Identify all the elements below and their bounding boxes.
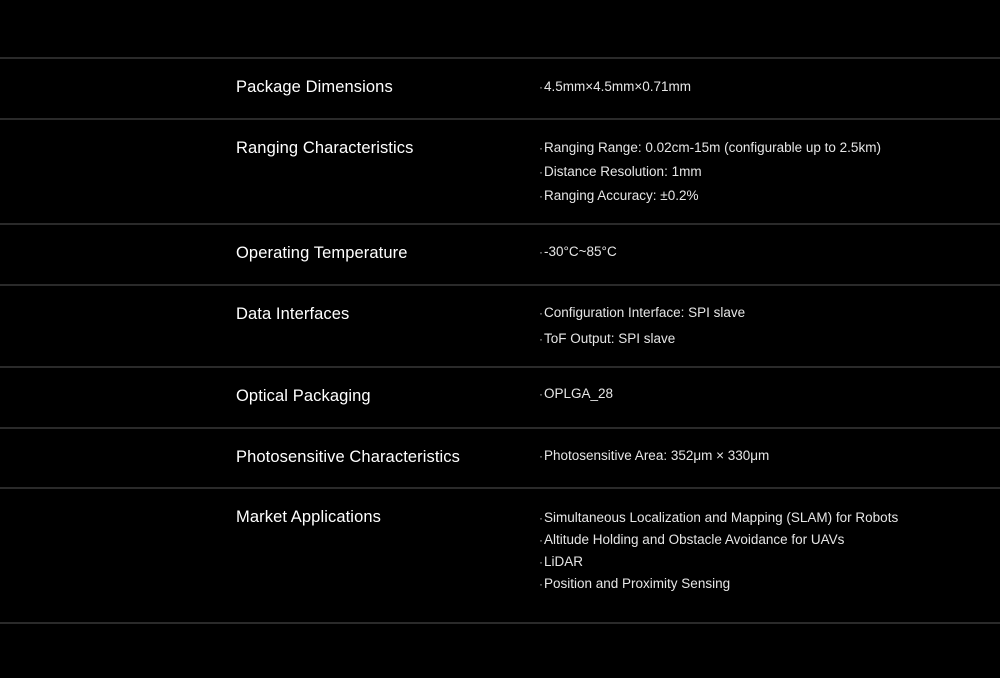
spec-value: ·Ranging Accuracy: ±0.2% <box>539 188 699 203</box>
bullet-icon: · <box>539 80 543 94</box>
spec-value-list <box>539 386 613 410</box>
spec-value: ·-30°C~85°C <box>539 244 617 259</box>
bullet-icon: · <box>539 511 543 525</box>
spec-value-list <box>539 79 691 103</box>
spec-value-list <box>539 448 769 472</box>
spec-value-list <box>539 305 745 355</box>
spec-value: ·4.5mm×4.5mm×0.71mm <box>539 79 692 94</box>
spec-value: ·Simultaneous Localization and Mapping (SLAM) for Robots <box>539 510 899 525</box>
bullet-icon: · <box>539 577 543 591</box>
spec-row-ranging-characteristics <box>0 118 1000 223</box>
spec-value: ·Distance Resolution: 1mm <box>539 164 702 179</box>
spec-label: Ranging Characteristics <box>236 139 414 157</box>
spec-value: ·LiDAR <box>539 554 584 569</box>
spec-value: ·Photosensitive Area: 352μm × 330μm <box>539 448 770 463</box>
spec-value: ·Configuration Interface: SPI slave <box>539 305 746 320</box>
spec-label: Package Dimensions <box>236 78 393 96</box>
spec-value: ·Position and Proximity Sensing <box>539 576 731 591</box>
spec-row-operating-temperature <box>0 223 1000 284</box>
bullet-icon: · <box>539 306 543 320</box>
spec-value-list <box>539 510 898 598</box>
bullet-icon: · <box>539 387 543 401</box>
spec-label: Operating Temperature <box>236 244 408 262</box>
spec-row-market-applications <box>0 487 1000 624</box>
spec-row-data-interfaces <box>0 284 1000 366</box>
spec-label: Optical Packaging <box>236 387 371 405</box>
spec-value: ·ToF Output: SPI slave <box>539 331 676 346</box>
spec-value-list <box>539 140 881 212</box>
bullet-icon: · <box>539 165 543 179</box>
spec-row-optical-packaging <box>0 366 1000 427</box>
bullet-icon: · <box>539 189 543 203</box>
spec-value: ·Ranging Range: 0.02cm-15m (configurable up to 2.5km) <box>539 140 881 155</box>
spec-label: Market Applications <box>236 508 381 526</box>
spec-row-photosensitive-characteristics <box>0 427 1000 487</box>
spec-value: ·Altitude Holding and Obstacle Avoidance for UAVs <box>539 532 845 547</box>
spec-value: ·OPLGA_28 <box>539 386 614 401</box>
bullet-icon: · <box>539 332 543 346</box>
spec-label: Photosensitive Characteristics <box>236 448 461 466</box>
spec-value-list <box>539 244 617 268</box>
bullet-icon: · <box>539 449 543 463</box>
spec-row-package-dimensions <box>0 57 1000 118</box>
bullet-icon: · <box>539 141 543 155</box>
bullet-icon: · <box>539 555 543 569</box>
spec-label: Data Interfaces <box>236 305 350 323</box>
spec-table <box>0 57 1000 624</box>
bullet-icon: · <box>539 533 543 547</box>
bullet-icon: · <box>539 245 543 259</box>
